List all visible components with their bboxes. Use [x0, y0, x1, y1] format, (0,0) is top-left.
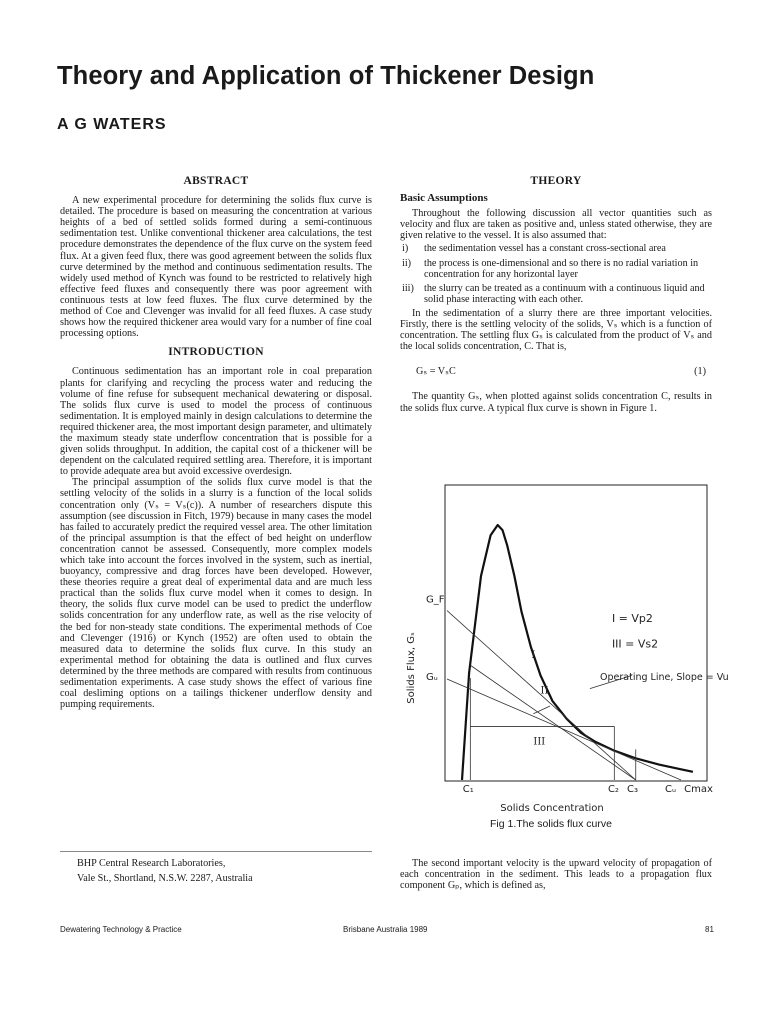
x-tick-label: Cmax — [684, 784, 713, 795]
list-item — [400, 258, 712, 280]
label-III: III — [533, 736, 546, 748]
equation-1 — [400, 366, 712, 377]
theory-paragraph: The quantity Gₛ, when plotted against solids concentration C, results in the solids flux curve. A typical flux curve is shown in Figure 1. — [400, 391, 712, 414]
x-axis-label: Solids Concentration — [500, 803, 604, 814]
solids-flux-chart — [400, 478, 729, 820]
affiliation-line: BHP Central Research Laboratories, — [77, 858, 226, 869]
theory-paragraph: Throughout the following discussion all vector quantities such as velocity and flux are taken as positive and, unless stated otherwise, they are given relative to the vessel. It is also assumed that: — [400, 208, 712, 242]
page-title: Theory and Application of Thickener Design — [57, 62, 595, 90]
operating-line-label: Operating Line, Slope = Vu — [600, 672, 729, 683]
intro-paragraph: The principal assumption of the solids flux curve model is that the settling velocity of the solids in a slurry is a function of the local solids concentration only (Vₛ = Vₛ(c)). A number of researchers dispute this assumption (see discussion in Fitch, 1979) because in many cases the model has failed to accurately predict the required vessel area. The other limitation of the principal assumption is that the effect of bed height on underflow concentration cannot be assessed. Consequently, more complex models which take into account the forces involved in the system, such as inertial, buoyancy, compressive and drag forces have been developed. However, these theories require a great deal of experimental data and are much less practical than the solids flux curve model when it comes to design. In theory, the solids flux curve model can be used to predict the underflow solids concentration for any underflow rate, as well as the rise velocity of the bed for non-steady state conditions. The experimental methods of Coe and Clevenger (1916) or Kynch (1952) are often used to obtain the measured data to determine the solids flux curve. In this study an experimental method for obtaining the data is outlined and flux curves determined by the three methods are compared with results from continuous sedimentation experiments. A case study shows the effect of various fine coal desliming options on a tailings thickener underflow density and pumping requirements. — [60, 477, 372, 711]
label-II: II — [540, 685, 549, 697]
x-tick-label: Cᵤ — [665, 784, 677, 795]
left-column — [60, 176, 372, 710]
theory-paragraph: In the sedimentation of a slurry there are three important velocities. Firstly, there is the settling velocity of the solids, Vₛ which is a function of concentration. The settling flux Gₛ is calculated from the product of Vₛ and the local solids concentration, C. That is, — [400, 307, 712, 353]
label-I: I — [531, 650, 536, 662]
figure-caption: Fig 1.The solids flux curve — [490, 818, 612, 830]
theory-heading: THEORY — [530, 175, 582, 187]
y-tick-gu: Gᵤ — [426, 672, 438, 683]
list-text: the process is one-dimensional and so there is no radial variation in concentration for any horizontal layer — [424, 257, 699, 280]
intro-paragraph: Continuous sedimentation has an important role in coal preparation plants for clarifying and recycling the process water and reducing the volume of fine refuse for subsequent mechanical dewatering or disposal. The solids flux curve is used to model the process of continuous sedimentation. It is employed mainly in design calculations to determine the required thickener area, the most important design parameter, and ultimately the maximum steady state underflow concentration that is possible for a given solids throughput. In addition, the capital cost of a thickener will be dependent on the calculated required settling area. Therefore, it is important to provide adequate area but avoid excessive overdesign. — [60, 366, 372, 478]
list-number: i) — [402, 243, 409, 255]
introduction-heading: INTRODUCTION — [168, 346, 264, 359]
legend-entry: III = Vs2 — [611, 637, 659, 651]
affiliation — [77, 856, 253, 886]
list-item — [400, 283, 712, 305]
y-tick-gf: G_F — [426, 594, 445, 606]
page-number: 81 — [705, 925, 714, 934]
abstract-heading: ABSTRACT — [183, 175, 249, 187]
list-text: the slurry can be treated as a continuum with a continuous liquid and solid phase interacting with each other. — [424, 282, 705, 305]
theory-paragraph: The second important velocity is the upward velocity of propagation of each concentration in the sediment. This leads to a propagation flux component Gₚ, which is defined as, — [400, 858, 712, 892]
line-II-pointer — [533, 706, 550, 714]
x-tick-label: C₃ — [626, 784, 638, 795]
list-text: the sedimentation vessel has a constant cross-sectional area — [424, 243, 666, 255]
abstract-text: A new experimental procedure for determining the solids flux curve is detailed. The procedure is based on measuring the concentration at various heights of a bed of settled solids formed during a semi-continuous sedimentation test. Unlike conventional thickener area calculations, the test procedure demonstrates the dependence of the flux curve on the system feed flux. At a given feed flux, there was good agreement between the solids flux curve determined by the method and continuous sedimentation results. The widely used method of Kynch was found to be restricted to relatively high effective feed fluxes and consequently there was poor agreement with continuous tests at low feed fluxes. The flux curve determined by the method of Coe and Clevenger was invalid for all feed fluxes. A case study shows how the required thickener area would vary for a number of fine coal processing options. — [60, 195, 372, 340]
x-tick-label: C₂ — [607, 784, 619, 795]
list-number: ii) — [402, 257, 412, 269]
basic-assumptions-heading: Basic Assumptions — [400, 192, 488, 205]
equation-number: (1) — [694, 366, 706, 378]
footer-center: Brisbane Australia 1989 — [343, 925, 428, 934]
right-column-lower — [400, 858, 712, 891]
assumptions-list — [400, 243, 712, 304]
right-column — [400, 176, 712, 414]
list-item — [400, 243, 712, 254]
affiliation-line: Vale St., Shortland, N.S.W. 2287, Australia — [77, 873, 253, 884]
legend-entry: I = Vp2 — [611, 611, 653, 625]
y-axis-label: Solids Flux, Gₛ — [406, 632, 417, 704]
x-tick-label: C₁ — [462, 784, 474, 795]
footnote-rule — [60, 851, 372, 852]
chart-frame — [445, 485, 707, 781]
operating-line — [447, 679, 681, 780]
list-number: iii) — [402, 282, 414, 294]
flux-curve-line — [462, 525, 693, 780]
footer-left: Dewatering Technology & Practice — [60, 925, 182, 934]
author: A G WATERS — [57, 116, 167, 133]
equation-text: Gₛ = VₛC — [416, 366, 456, 378]
